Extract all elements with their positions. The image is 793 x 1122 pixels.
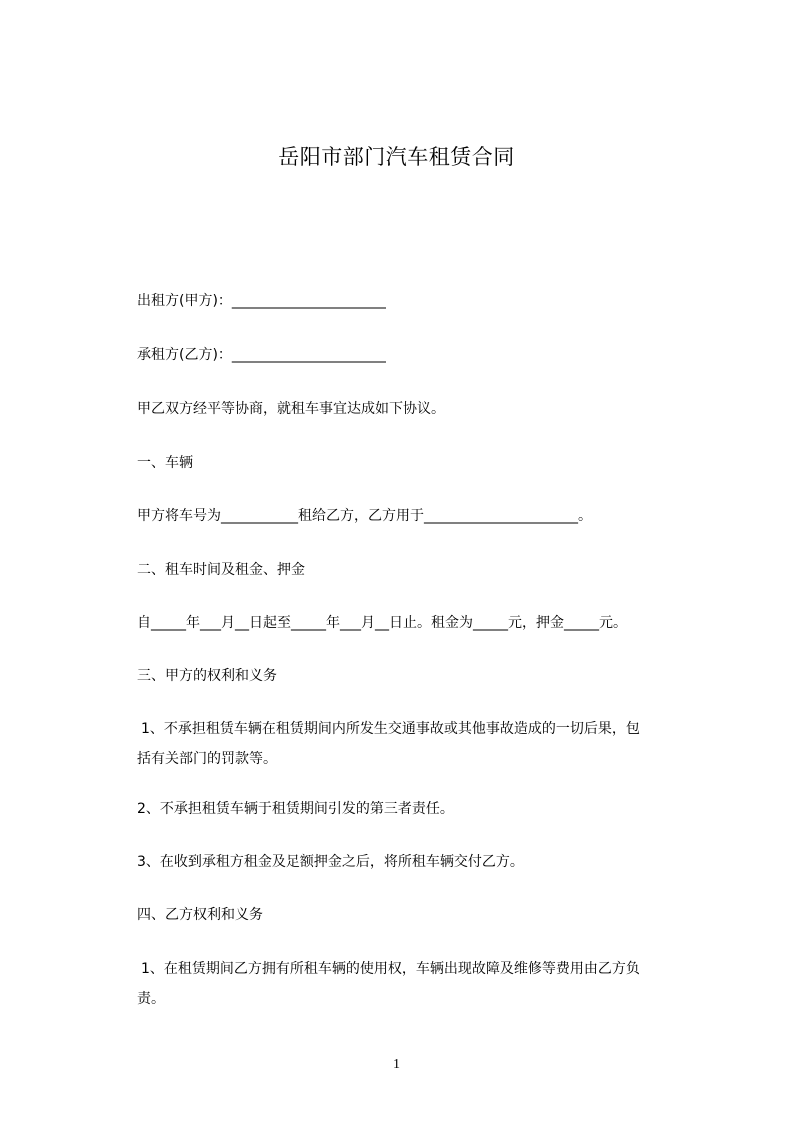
lessee-line: 承租方(乙方)：______________________: [137, 347, 386, 363]
section3-item3: 3、在收到承租方租金及足额押金之后，将所租车辆交付乙方。: [137, 854, 524, 870]
section3-heading: 三、甲方的权利和义务: [137, 668, 277, 684]
section3-item1: [137, 714, 709, 774]
section1-heading: 一、车辆: [137, 455, 193, 471]
intro-text: 甲乙双方经平等协商，就租车事宜达成如下协议。: [137, 401, 445, 417]
section3-item1-line2: 括有关部门的罚款等。: [137, 751, 277, 767]
section4-heading: 四、乙方权利和义务: [137, 907, 263, 923]
section4-item1-line2: 责。: [137, 991, 165, 1007]
document-title: 岳阳市部门汽车租赁合同: [278, 145, 515, 169]
page-number: 1: [393, 1057, 400, 1072]
section3-item2: 2、不承担租赁车辆于租赁期间引发的第三者责任。: [137, 801, 454, 817]
section4-item1-line1: 1、在租赁期间乙方拥有所租车辆的使用权，车辆出现故障及维修等费用由乙方负: [141, 961, 640, 977]
section4-item1: [137, 954, 709, 1014]
section1-text: 甲方将车号为___________租给乙方，乙方用于______________________。: [137, 508, 592, 524]
section3-item1-line1: 1、不承担租赁车辆在租赁期间内所发生交通事故或其他事故造成的一切后果，包: [141, 721, 640, 737]
section2-text: 自_____年___月__日起至_____年___月__日止。租金为_____元，押金_____元。: [137, 615, 627, 631]
section2-heading: 二、租车时间及租金、押金: [137, 562, 305, 578]
lessor-line: 出租方(甲方)：______________________: [137, 293, 386, 309]
